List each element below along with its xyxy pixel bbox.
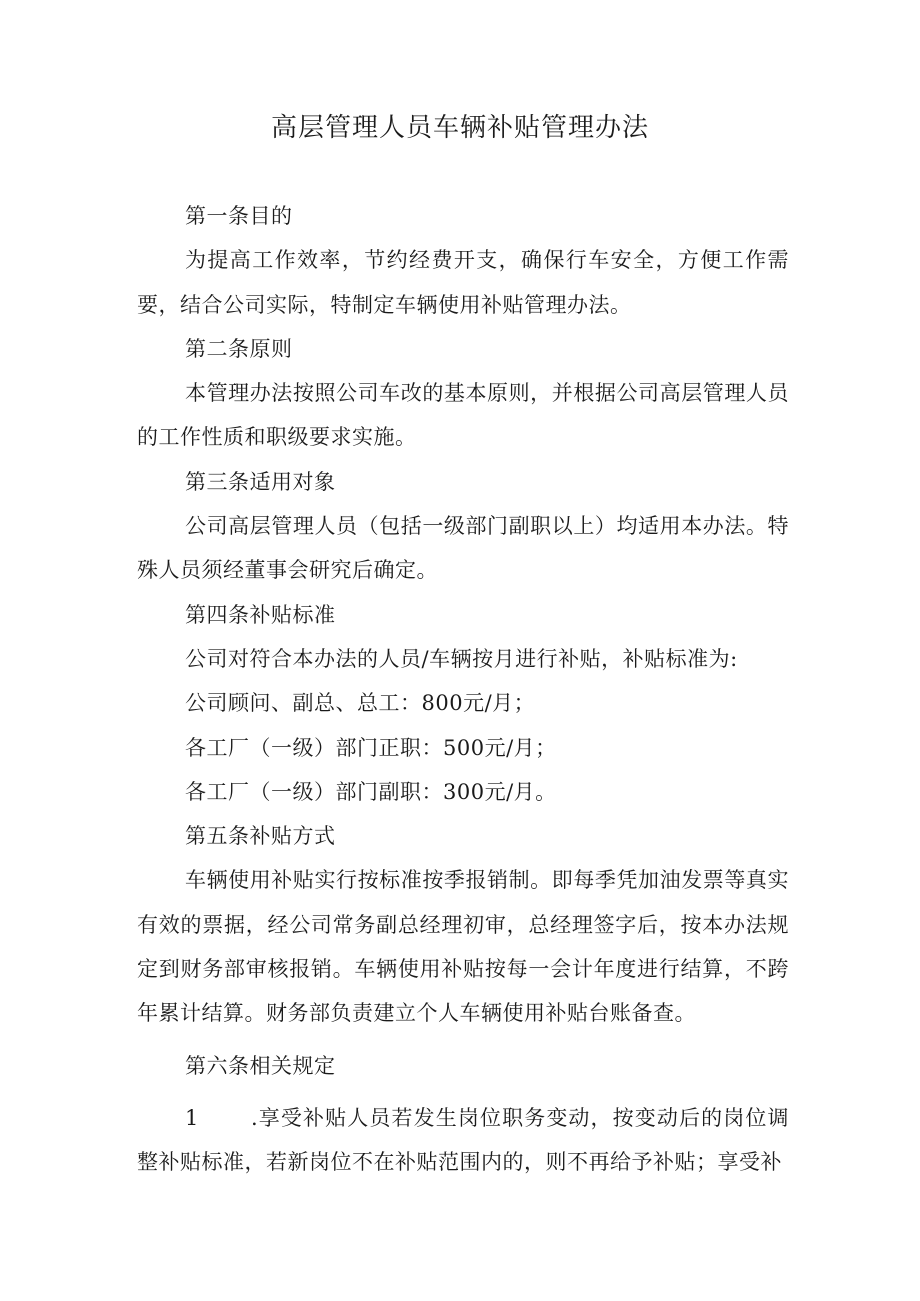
article-4-item-advisor: 公司顾问、副总、总工：800元/月； [185, 691, 536, 716]
article-4-intro: 公司对符合本办法的人员/车辆按月进行补贴，补贴标准为: [185, 646, 738, 671]
article-4-item-dept-head: 各工厂（一级）部门正职：500元/月； [185, 735, 557, 760]
article-1-text: 为提高工作效率，节约经费开支，确保行车安全，方便工作需要，结合公司实际，特制定车辆使用补贴管理办法。 [137, 248, 789, 317]
article-5-heading: 第五条补贴方式 [185, 824, 336, 849]
article-3-text: 公司高层管理人员（包括一级部门副职以上）均适用本办法。特殊人员须经董事会研究后确定。 [137, 514, 789, 583]
article-2-text: 本管理办法按照公司车改的基本原则，并根据公司高层管理人员的工作性质和职级要求实施。 [137, 381, 789, 450]
spacer [137, 1088, 789, 1096]
article-6-heading: 第六条相关规定 [185, 1053, 336, 1078]
article-1-heading: 第一条目的 [185, 204, 293, 228]
article-4-item-dept-deputy: 各工厂（一级）部门副职：300元/月。 [185, 779, 557, 804]
article-6-item-1-number: 1 [185, 1105, 199, 1130]
article-5-text: 车辆使用补贴实行按标准按季报销制。即每季凭加油发票等真实有效的票据，经公司常务副总经理初审，总经理签字后，按本办法规定到财务部审核报销。车辆使用补贴按每一会计年度进行结算，不跨年累计结算。财务部负责建立个人车辆使用补贴台账备查。 [137, 868, 789, 1026]
spacer [137, 1036, 789, 1044]
document-body [137, 194, 789, 1185]
article-2-heading: 第二条原则 [185, 336, 293, 361]
article-6-item-1-text: .享受补贴人员若发生岗位职务变动，按变动后的岗位调整补贴标准，若新岗位不在补贴范围内的，则不再给予补贴；享受补 [137, 1105, 789, 1175]
document-title: 高层管理人员车辆补贴管理办法 [270, 113, 649, 143]
article-6-item-1 [137, 1096, 789, 1185]
article-4-heading: 第四条补贴标准 [185, 602, 336, 627]
article-3-heading: 第三条适用对象 [185, 469, 336, 494]
